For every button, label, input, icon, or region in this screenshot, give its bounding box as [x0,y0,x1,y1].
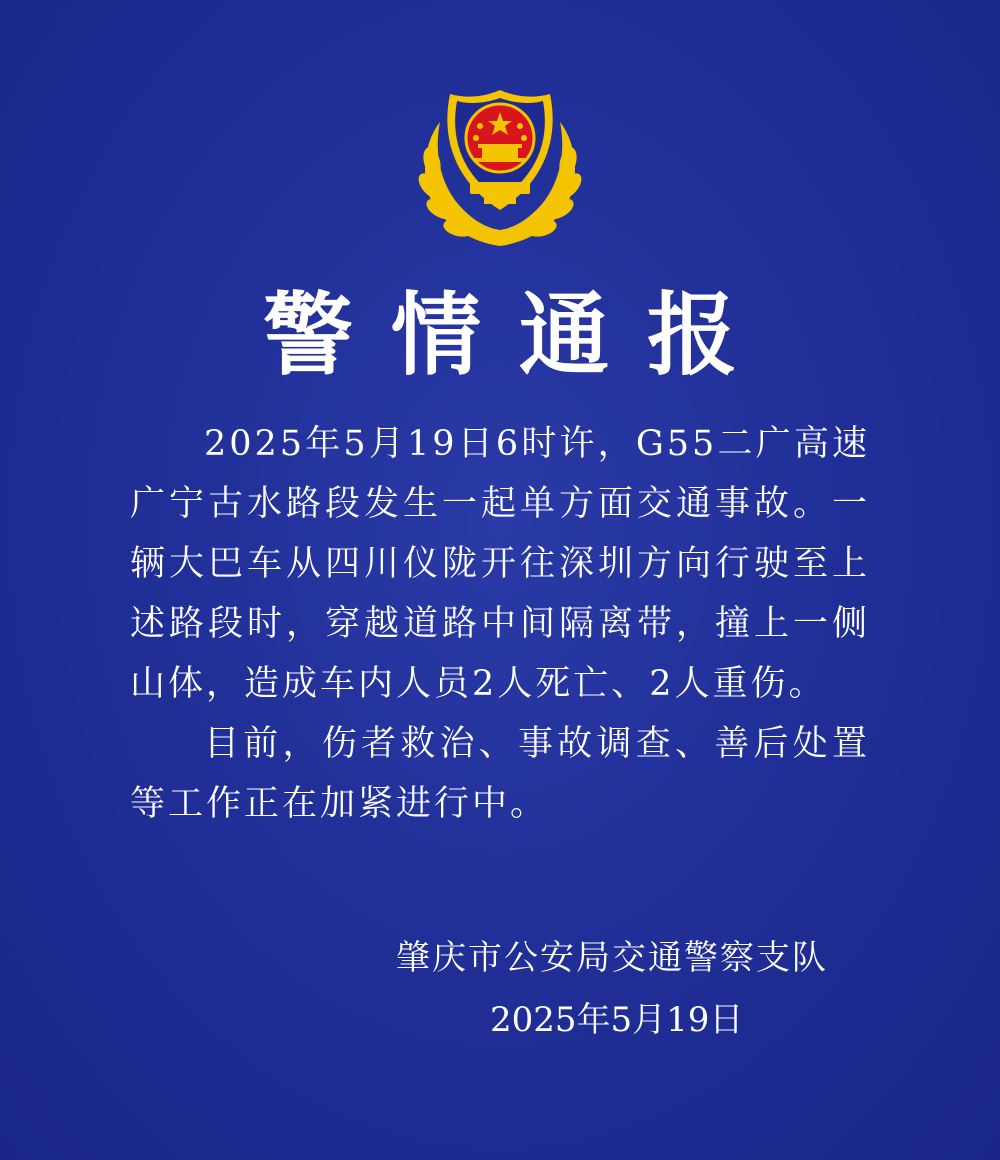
body-paragraph-1: 2025年5月19日6时许，G55二广高速广宁古水路段发生一起单方面交通事故。一辆大巴车从四川仪陇开往深圳方向行驶至上述路段时，穿越道路中间隔离带，撞上一侧山体，造成车内人员2人死亡、2人重伤。 [130,424,870,704]
issue-date: 2025年5月19日 [490,1000,744,1040]
page-title: 警情通报 [263,283,775,388]
body-paragraph-2: 目前，伤者救治、事故调查、善后处置等工作正在加紧进行中。 [130,724,870,824]
notice-body [130,414,870,834]
police-emblem-icon [410,82,590,257]
issuer-name: 肇庆市公安局交通警察支队 [396,938,828,978]
